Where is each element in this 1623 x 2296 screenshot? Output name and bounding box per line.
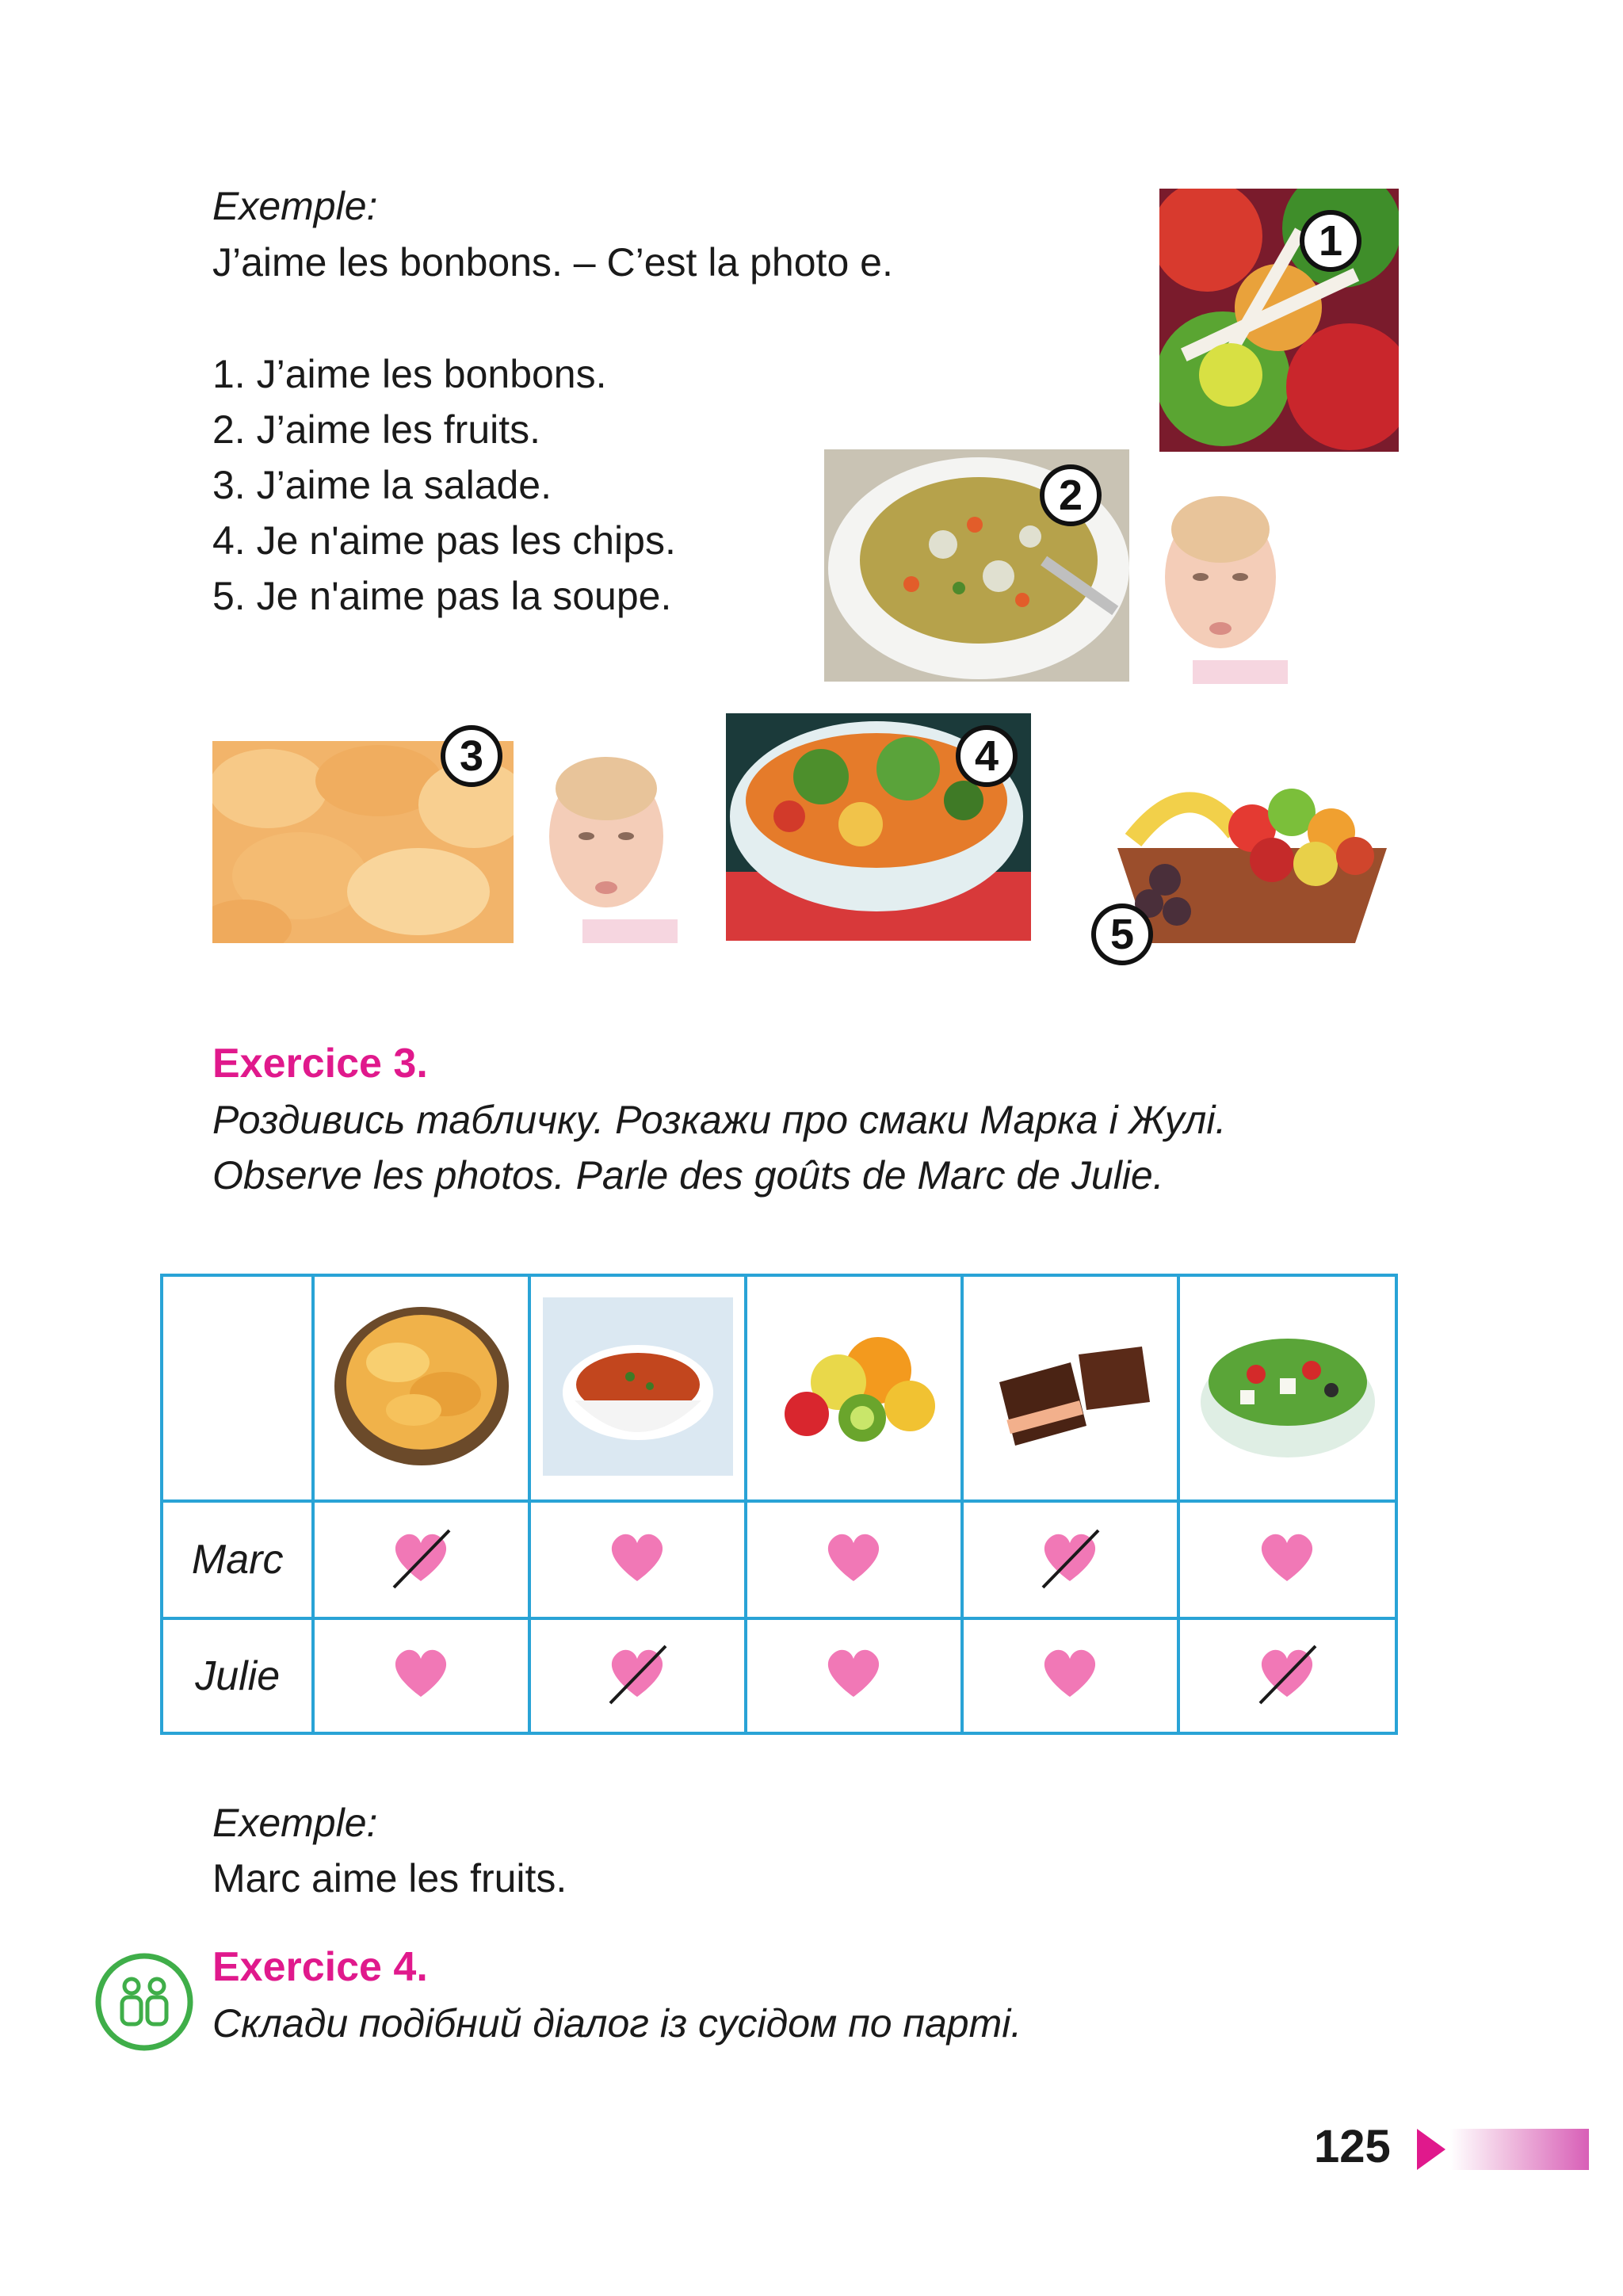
heart-icon (1255, 1526, 1320, 1591)
sentence-1: 1. J’aime les bonbons. (212, 352, 607, 396)
fruits-icon (759, 1307, 949, 1465)
page-tab-bar (1450, 2129, 1589, 2170)
table-row (162, 1501, 1396, 1618)
frowning-baby-photo (535, 745, 678, 943)
tastes-table (160, 1274, 1398, 1735)
heart-crossed-icon (1038, 1526, 1103, 1591)
sentence-4: 4. Je n'aime pas les chips. (212, 518, 676, 563)
exercise-3-instruction-fr: Observe les photos. Parle des goûts de Marc de Julie. (212, 1153, 1164, 1198)
taste-cell (746, 1501, 962, 1618)
photo-badge-3: 3 (441, 725, 502, 787)
taste-cell (1178, 1618, 1396, 1733)
candy-photo (1159, 189, 1399, 452)
heart-icon (1038, 1641, 1103, 1706)
chocolate-bar-icon (976, 1307, 1166, 1465)
taste-cell (962, 1618, 1178, 1733)
photo-badge-1: 1 (1300, 210, 1361, 272)
food-soup-cell (529, 1275, 746, 1501)
exercise-4-instruction-uk: Склади подібний діалог із сусідом по парті. (212, 2001, 1022, 2046)
row-label: Marc (191, 1537, 284, 1583)
row-label-cell (162, 1501, 313, 1618)
taste-cell (746, 1618, 962, 1733)
heart-crossed-icon (605, 1641, 670, 1706)
exercise-3-title: Exercice 3. (212, 1041, 428, 1087)
row-label-cell (162, 1618, 313, 1733)
heart-icon (605, 1526, 670, 1591)
food-fruits-cell (746, 1275, 962, 1501)
taste-cell (313, 1501, 529, 1618)
taste-cell (313, 1618, 529, 1733)
heart-icon (822, 1526, 887, 1591)
table-row (162, 1618, 1396, 1733)
food-salad-cell (1178, 1275, 1396, 1501)
page-number: 125 (1314, 2121, 1391, 2172)
sentence-5: 5. Je n'aime pas la soupe. (212, 574, 672, 618)
salad-bowl-icon (1193, 1307, 1383, 1465)
food-chocolate-cell (962, 1275, 1178, 1501)
heart-icon (389, 1641, 454, 1706)
exercise-3-instruction-uk: Роздивись табличку. Розкажи про смаки Марка і Жулі. (212, 1098, 1227, 1142)
taste-cell (529, 1501, 746, 1618)
empty-corner-cell (162, 1275, 313, 1501)
heart-crossed-icon (389, 1526, 454, 1591)
taste-cell (1178, 1501, 1396, 1618)
sentence-2: 2. J’aime les fruits. (212, 407, 541, 452)
soup-bowl-icon (543, 1297, 733, 1476)
example-sentence: Marc aime les fruits. (212, 1856, 567, 1901)
chips-bowl-icon (327, 1299, 517, 1473)
heart-icon (822, 1641, 887, 1706)
frowning-baby-photo (1153, 482, 1288, 684)
example-label: Exemple: (212, 1801, 378, 1845)
pair-work-icon (94, 1951, 195, 2053)
food-chips-cell (313, 1275, 529, 1501)
taste-cell (962, 1501, 1178, 1618)
page-arrow-icon (1417, 2129, 1445, 2170)
taste-cell (529, 1618, 746, 1733)
example-label: Exemple: (212, 184, 378, 228)
example-sentence: J’aime les bonbons. – C’est la photo e. (212, 240, 893, 285)
exercise-4-title: Exercice 4. (212, 1944, 428, 1990)
row-label: Julie (195, 1652, 281, 1699)
photo-badge-5: 5 (1091, 904, 1153, 965)
sentence-3: 3. J’aime la salade. (212, 463, 552, 507)
heart-crossed-icon (1255, 1641, 1320, 1706)
photo-badge-4: 4 (956, 725, 1018, 787)
photo-badge-2: 2 (1040, 464, 1102, 526)
